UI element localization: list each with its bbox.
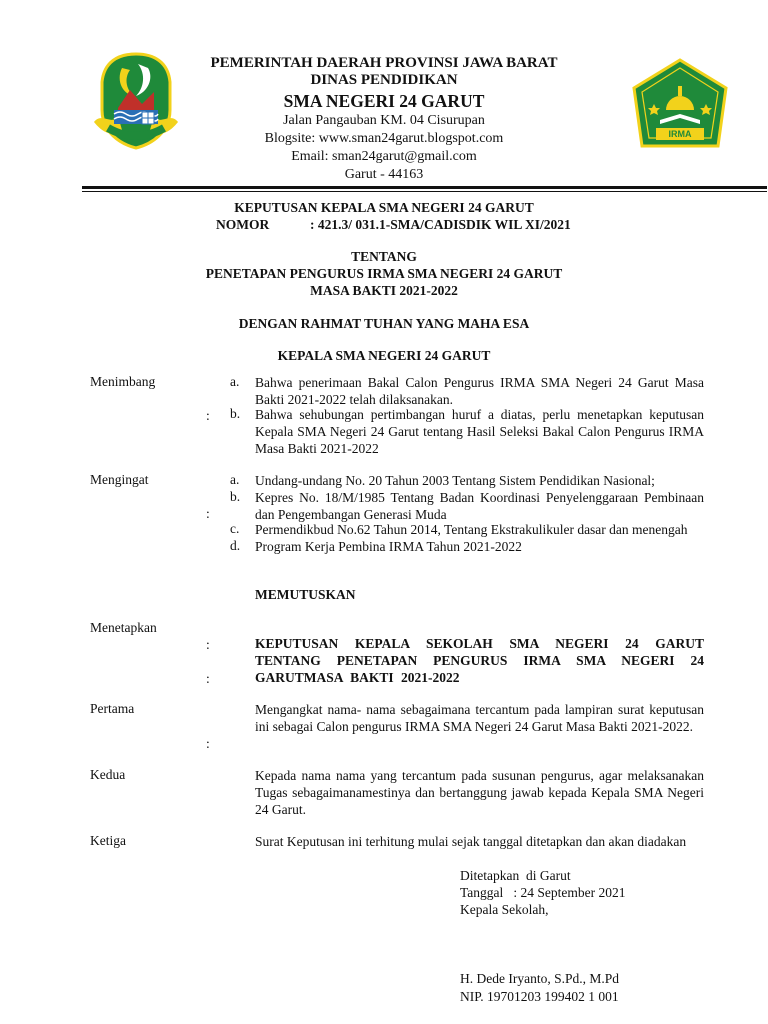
menetapkan-label: Menetapkan xyxy=(90,620,157,635)
kedua-label: Kedua xyxy=(90,767,126,782)
ketiga-text: Surat Keputusan ini terhitung mulai sejak tanggal ditetapkan dan akan diadakan xyxy=(255,834,687,849)
mengingat-letter-b: b. xyxy=(230,489,241,504)
menetapkan-colon-1: : xyxy=(206,637,210,652)
header-address: Jalan Pangauban KM. 04 Cisurupan xyxy=(283,113,485,128)
menimbang-item-a: Bahwa penerimaan Bakal Calon Pengurus IRMA SMA Negeri 24 Garut Masa Bakti 2021-2022 telah dilaksanakan. xyxy=(255,375,704,407)
mengingat-item-a: Undang-undang No. 20 Tahun 2003 Tentang Sistem Pendidikan Nasional; xyxy=(255,473,655,488)
signature-position: Kepala Sekolah, xyxy=(460,902,549,917)
mengingat-letter-d: d. xyxy=(230,538,241,553)
signature-place: Ditetapkan di Garut xyxy=(460,868,571,883)
signatory-name: H. Dede Iryanto, S.Pd., M.Pd xyxy=(460,971,619,986)
menetapkan-text: KEPUTUSAN KEPALA SEKOLAH SMA NEGERI 24 GARUT TENTANG PENETAPAN PENGURUS IRMA SMA NEGERI 24 GARUTMASA BAKTI 2021-2022 xyxy=(255,636,704,685)
subject-line-2: MASA BAKTI 2021-2022 xyxy=(310,283,458,298)
memutuskan-heading: MEMUTUSKAN xyxy=(255,587,356,602)
header-government: PEMERINTAH DAERAH PROVINSI JAWA BARAT xyxy=(210,55,558,71)
pertama-label: Pertama xyxy=(90,701,135,716)
menimbang-item-b: Bahwa sehubungan pertimbangan huruf a diatas, perlu menetapkan keputusan Kepala SMA Negeri 24 Garut tentang Hasil Seleksi Bakal Calon Pengurus IRMA Masa Bakti 2021-2022 xyxy=(255,407,704,456)
menetapkan-colon-2: : xyxy=(206,671,210,686)
blessing-line: DENGAN RAHMAT TUHAN YANG MAHA ESA xyxy=(238,316,530,331)
irma-logo-text: IRMA xyxy=(668,129,692,139)
tentang-heading: TENTANG xyxy=(351,249,417,264)
letterhead-divider-thin xyxy=(82,191,767,192)
pertama-text: Mengangkat nama- nama sebagaimana tercantum pada lampiran surat keputusan ini sebagai Calon pengurus IRMA SMA Negeri 24 Garut Masa Bakti 2021-2022. xyxy=(255,702,704,734)
menimbang-colon: : xyxy=(206,408,210,423)
nomor-value: : 421.3/ 031.1-SMA/CADISDIK WIL XI/2021 xyxy=(310,217,571,232)
signatory-nip: NIP. 19701203 199402 1 001 xyxy=(460,989,619,1004)
decree-title: KEPUTUSAN KEPALA SMA NEGERI 24 GARUT xyxy=(234,200,534,215)
mengingat-label: Mengingat xyxy=(90,472,149,487)
mengingat-colon: : xyxy=(206,506,210,521)
menimbang-label: Menimbang xyxy=(90,374,156,389)
header-school-name: SMA NEGERI 24 GARUT xyxy=(283,91,485,111)
ketiga-label: Ketiga xyxy=(90,833,126,848)
header-department: DINAS PENDIDIKAN xyxy=(310,72,458,88)
subject-line-1: PENETAPAN PENGURUS IRMA SMA NEGERI 24 GARUT xyxy=(205,266,563,281)
mengingat-item-b: Kepres No. 18/M/1985 Tentang Badan Koordinasi Penyelenggaraan Pembinaan dan Pengembangan Generasi Muda xyxy=(255,490,704,522)
menimbang-letter-b: b. xyxy=(230,406,241,421)
mengingat-item-c: Permendikbud No.62 Tahun 2014, Tentang Ekstrakulikuler dasar dan menengah xyxy=(255,522,688,537)
header-email: Email: sman24garut@gmail.com xyxy=(291,149,477,164)
pertama-colon: : xyxy=(206,736,210,751)
mengingat-letter-a: a. xyxy=(230,472,240,487)
header-city: Garut - 44163 xyxy=(344,167,424,182)
letterhead-divider-thick xyxy=(82,186,767,189)
menimbang-letter-a: a. xyxy=(230,374,240,389)
signature-date: Tanggal : 24 September 2021 xyxy=(460,885,626,900)
head-of-school-heading: KEPALA SMA NEGERI 24 GARUT xyxy=(277,348,491,363)
header-blog: Blogsite: www.sman24garut.blogspot.com xyxy=(264,131,504,146)
mengingat-item-d: Program Kerja Pembina IRMA Tahun 2021-2022 xyxy=(255,539,522,554)
nomor-label: NOMOR xyxy=(216,217,270,232)
kedua-text: Kepada nama nama yang tercantum pada susunan pengurus, agar melaksanakan Tugas sebagaimanamestinya dan bertanggung jawab kepada Kepala SMA Negeri 24 Garut. xyxy=(255,768,704,817)
mengingat-letter-c: c. xyxy=(230,521,240,536)
